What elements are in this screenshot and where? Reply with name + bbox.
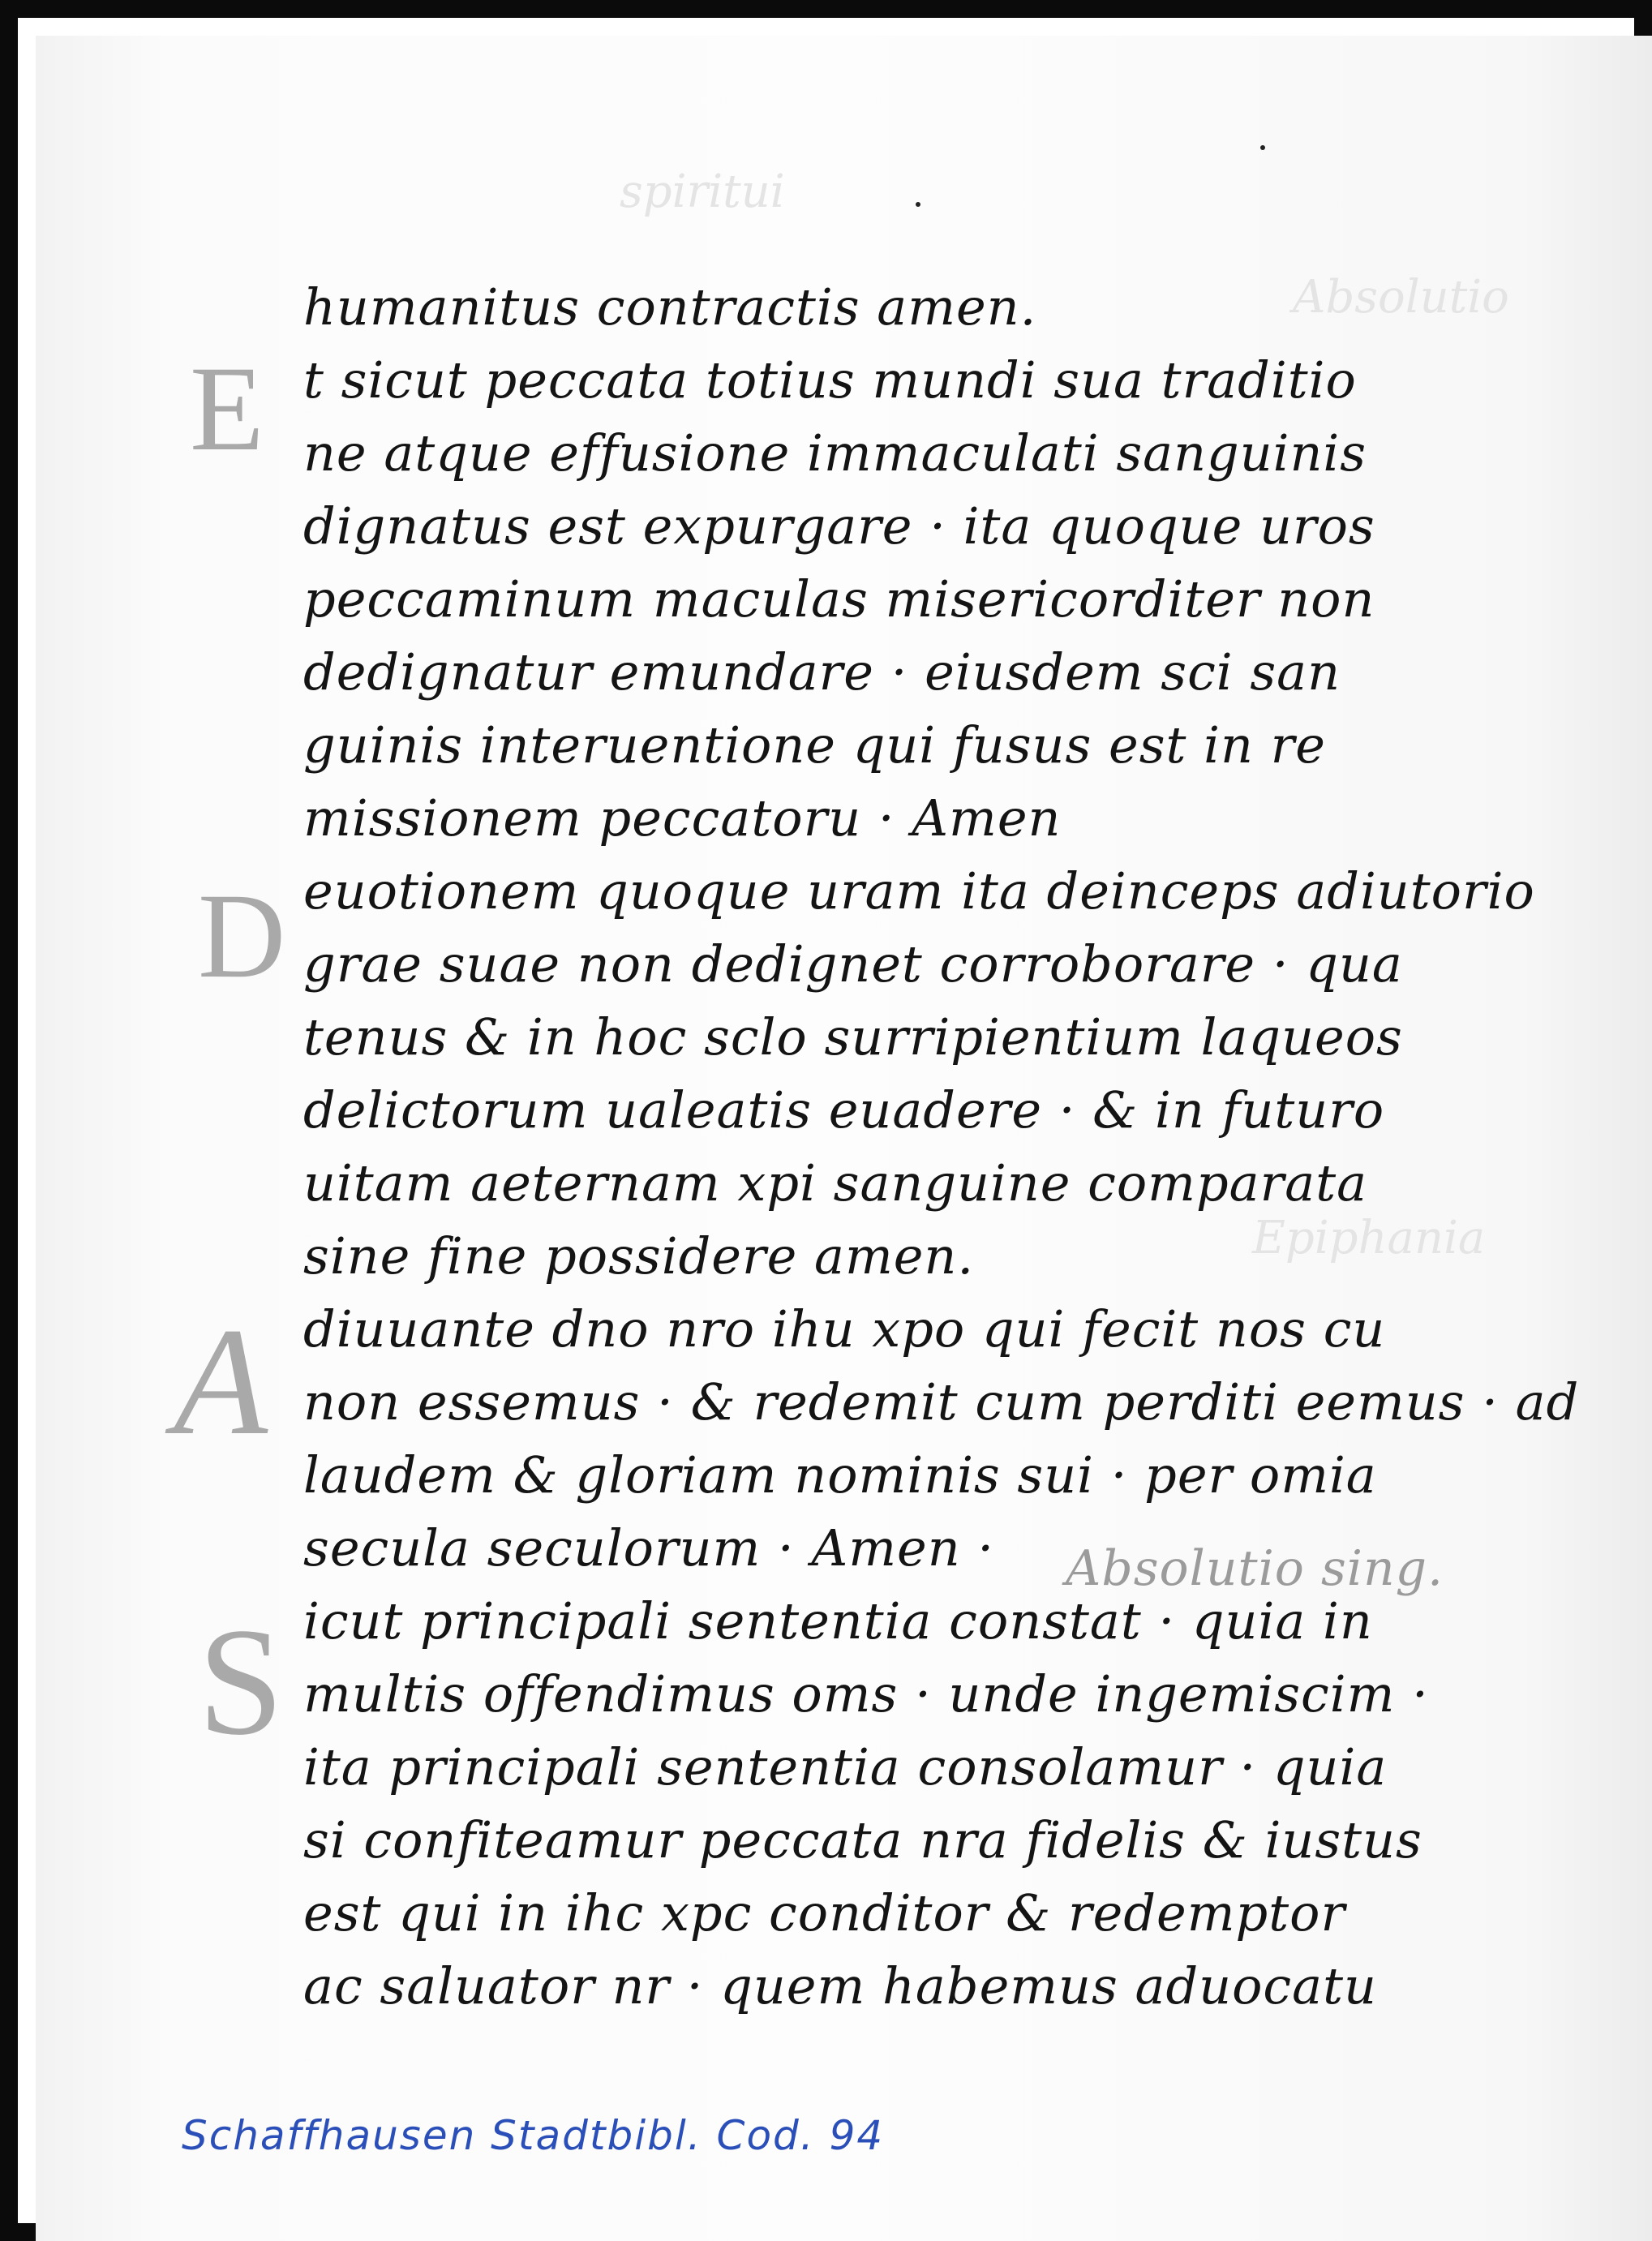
text-line: humanitus contractis amen. <box>303 277 1037 337</box>
text-line: secula seculorum · Amen · <box>303 1518 995 1578</box>
initial-letter-d: D <box>198 869 286 1003</box>
text-line: ita principali sententia consolamur · quia <box>303 1737 1388 1797</box>
text-line: delictorum ualeatis euadere · & in futuro <box>303 1080 1385 1140</box>
text-line: multis offendimus oms · unde ingemiscim · <box>303 1664 1429 1724</box>
text-line: laudem & gloriam nominis sui · per omia <box>303 1445 1377 1505</box>
initial-letter-e: E <box>190 341 264 476</box>
text-line: guinis interuentione qui fusus est in re <box>303 715 1326 775</box>
text-line: non essemus · & redemit cum perditi eemus · ad <box>303 1372 1580 1432</box>
initial-letter-a: A <box>174 1297 268 1467</box>
text-line: peccaminum maculas misericorditer non <box>303 569 1375 629</box>
text-line: tenus & in hoc sclo surripientium laqueos <box>303 1007 1403 1067</box>
text-line: t sicut peccata totius mundi sua traditio <box>303 350 1357 410</box>
show-through-text-3: Epiphania <box>1252 1212 1486 1264</box>
text-line: uitam aeternam xpi sanguine comparata <box>303 1153 1368 1213</box>
text-line: ne atque effusione immaculati sanguinis <box>303 423 1367 483</box>
text-line: dignatus est expurgare · ita quoque uros <box>303 496 1375 556</box>
manuscript-text <box>303 271 1585 2023</box>
ink-speck <box>1260 145 1265 150</box>
text-line: grae suae non dedignet corroborare · qua <box>303 934 1403 994</box>
text-line: euotionem quoque uram ita deinceps adiutorio <box>303 861 1535 921</box>
text-line: dedignatur emundare · eiusdem sci san <box>303 642 1341 702</box>
archive-caption: Schaffhausen Stadtbibl. Cod. 94 <box>182 2112 885 2159</box>
text-line: ac saluator nr · quem habemus aduocatu <box>303 1956 1377 2016</box>
text-line: diuuante dno nro ihu xpo qui fecit nos cu <box>303 1299 1386 1359</box>
text-line: icut principali sententia constat · quia in <box>303 1591 1373 1651</box>
text-line: est qui in ihc xpc conditor & redemptor <box>303 1883 1346 1943</box>
text-line: si confiteamur peccata nra fidelis & iustus <box>303 1810 1422 1870</box>
rubric-heading: Absolutio sing. <box>1066 1540 1444 1597</box>
show-through-text-1: spiritui <box>620 165 785 218</box>
ink-speck <box>916 202 920 207</box>
manuscript-page <box>36 36 1652 2241</box>
show-through-text-2: Absolutio <box>1293 271 1509 324</box>
initial-letter-s: S <box>198 1597 284 1767</box>
text-line: missionem peccatoru · Amen <box>303 788 1062 848</box>
text-line: sine fine possidere amen. <box>303 1226 975 1286</box>
